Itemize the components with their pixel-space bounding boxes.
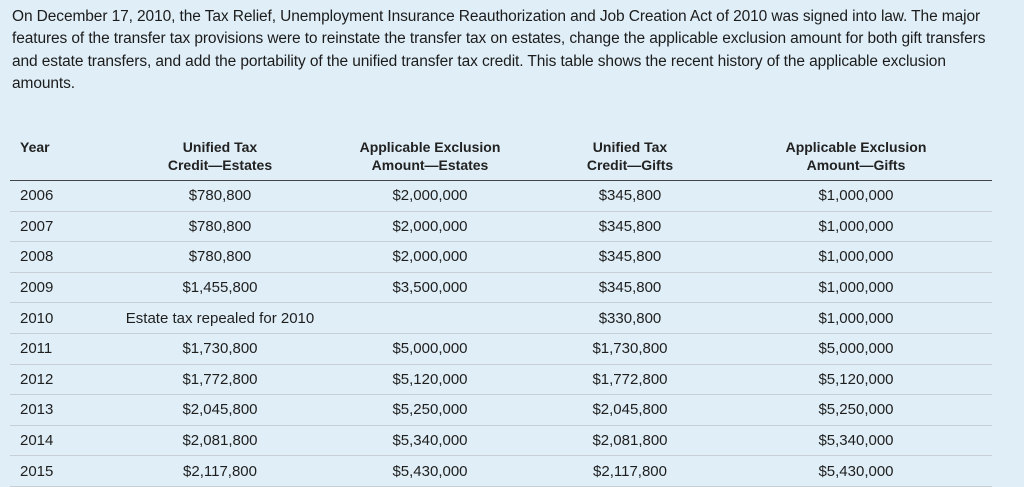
cell-unified-tax-credit-gifts: $345,800 <box>540 272 720 303</box>
table-row <box>10 303 992 334</box>
cell-applicable-exclusion-amount-gifts: $5,120,000 <box>720 364 992 395</box>
cell-year: 2015 <box>10 456 120 487</box>
cell-applicable-exclusion-amount-gifts: $5,000,000 <box>720 333 992 364</box>
cell-year: 2012 <box>10 364 120 395</box>
exclusion-amounts-table <box>10 138 992 487</box>
cell-applicable-exclusion-amount-estates: $2,000,000 <box>320 181 540 212</box>
cell-applicable-exclusion-amount-gifts: $5,340,000 <box>720 425 992 456</box>
cell-applicable-exclusion-amount-estates: $5,120,000 <box>320 364 540 395</box>
table-header-row <box>10 138 992 181</box>
header-unified-tax-credit-estates: Unified Tax Credit—Estates <box>120 138 320 181</box>
cell-year: 2008 <box>10 242 120 273</box>
table-row <box>10 364 992 395</box>
header-applicable-exclusion-amount-estates: Applicable Exclusion Amount—Estates <box>320 138 540 181</box>
cell-unified-tax-credit-gifts: $1,730,800 <box>540 333 720 364</box>
table-row <box>10 181 992 212</box>
cell-applicable-exclusion-amount-gifts: $1,000,000 <box>720 181 992 212</box>
cell-unified-tax-credit-estates: $780,800 <box>120 242 320 273</box>
cell-applicable-exclusion-amount-estates: $2,000,000 <box>320 211 540 242</box>
table-row <box>10 242 992 273</box>
cell-unified-tax-credit-estates: $780,800 <box>120 181 320 212</box>
cell-unified-tax-credit-estates: $1,455,800 <box>120 272 320 303</box>
cell-unified-tax-credit-estates: $1,730,800 <box>120 333 320 364</box>
table-row <box>10 425 992 456</box>
cell-unified-tax-credit-gifts: $2,045,800 <box>540 395 720 426</box>
cell-applicable-exclusion-amount-gifts: $1,000,000 <box>720 303 992 334</box>
cell-unified-tax-credit-estates: $780,800 <box>120 211 320 242</box>
cell-applicable-exclusion-amount-estates: $2,000,000 <box>320 242 540 273</box>
cell-applicable-exclusion-amount-gifts: $5,430,000 <box>720 456 992 487</box>
cell-unified-tax-credit-estates: $2,045,800 <box>120 395 320 426</box>
cell-applicable-exclusion-amount-estates: $5,250,000 <box>320 395 540 426</box>
exclusion-amounts-table-container <box>10 138 992 487</box>
cell-year: 2006 <box>10 181 120 212</box>
cell-unified-tax-credit-gifts: $345,800 <box>540 181 720 212</box>
cell-year: 2007 <box>10 211 120 242</box>
cell-unified-tax-credit-gifts: $2,117,800 <box>540 456 720 487</box>
cell-unified-tax-credit-estates: $2,081,800 <box>120 425 320 456</box>
cell-applicable-exclusion-amount-gifts: $1,000,000 <box>720 211 992 242</box>
cell-unified-tax-credit-gifts: $1,772,800 <box>540 364 720 395</box>
cell-applicable-exclusion-amount-estates: $3,500,000 <box>320 272 540 303</box>
cell-year: 2009 <box>10 272 120 303</box>
table-row <box>10 333 992 364</box>
table-row <box>10 272 992 303</box>
cell-year: 2010 <box>10 303 120 334</box>
table-row <box>10 395 992 426</box>
table-row <box>10 211 992 242</box>
header-year: Year <box>10 138 120 181</box>
cell-applicable-exclusion-amount-estates <box>320 303 540 334</box>
cell-applicable-exclusion-amount-estates: $5,430,000 <box>320 456 540 487</box>
cell-applicable-exclusion-amount-gifts: $1,000,000 <box>720 242 992 273</box>
cell-unified-tax-credit-estates: Estate tax repealed for 2010 <box>120 303 320 334</box>
cell-unified-tax-credit-gifts: $2,081,800 <box>540 425 720 456</box>
cell-unified-tax-credit-gifts: $330,800 <box>540 303 720 334</box>
cell-unified-tax-credit-estates: $1,772,800 <box>120 364 320 395</box>
cell-applicable-exclusion-amount-gifts: $1,000,000 <box>720 272 992 303</box>
cell-unified-tax-credit-estates: $2,117,800 <box>120 456 320 487</box>
cell-year: 2013 <box>10 395 120 426</box>
cell-year: 2014 <box>10 425 120 456</box>
header-applicable-exclusion-amount-gifts: Applicable Exclusion Amount—Gifts <box>720 138 992 181</box>
intro-paragraph: On December 17, 2010, the Tax Relief, Unemployment Insurance Reauthorization and Job Creation Act of 2010 was signed into law. The major features of the transfer tax provisions were to reinstate the transfer tax on estates, change the applicable exclusion amount for both gift transfers and estate transfers, and add the portability of the unified transfer tax credit. This table shows the recent history of the applicable exclusion amounts. <box>12 8 986 93</box>
header-unified-tax-credit-gifts: Unified Tax Credit—Gifts <box>540 138 720 181</box>
cell-applicable-exclusion-amount-estates: $5,340,000 <box>320 425 540 456</box>
cell-applicable-exclusion-amount-estates: $5,000,000 <box>320 333 540 364</box>
cell-unified-tax-credit-gifts: $345,800 <box>540 211 720 242</box>
cell-year: 2011 <box>10 333 120 364</box>
cell-unified-tax-credit-gifts: $345,800 <box>540 242 720 273</box>
table-row <box>10 456 992 487</box>
cell-applicable-exclusion-amount-gifts: $5,250,000 <box>720 395 992 426</box>
